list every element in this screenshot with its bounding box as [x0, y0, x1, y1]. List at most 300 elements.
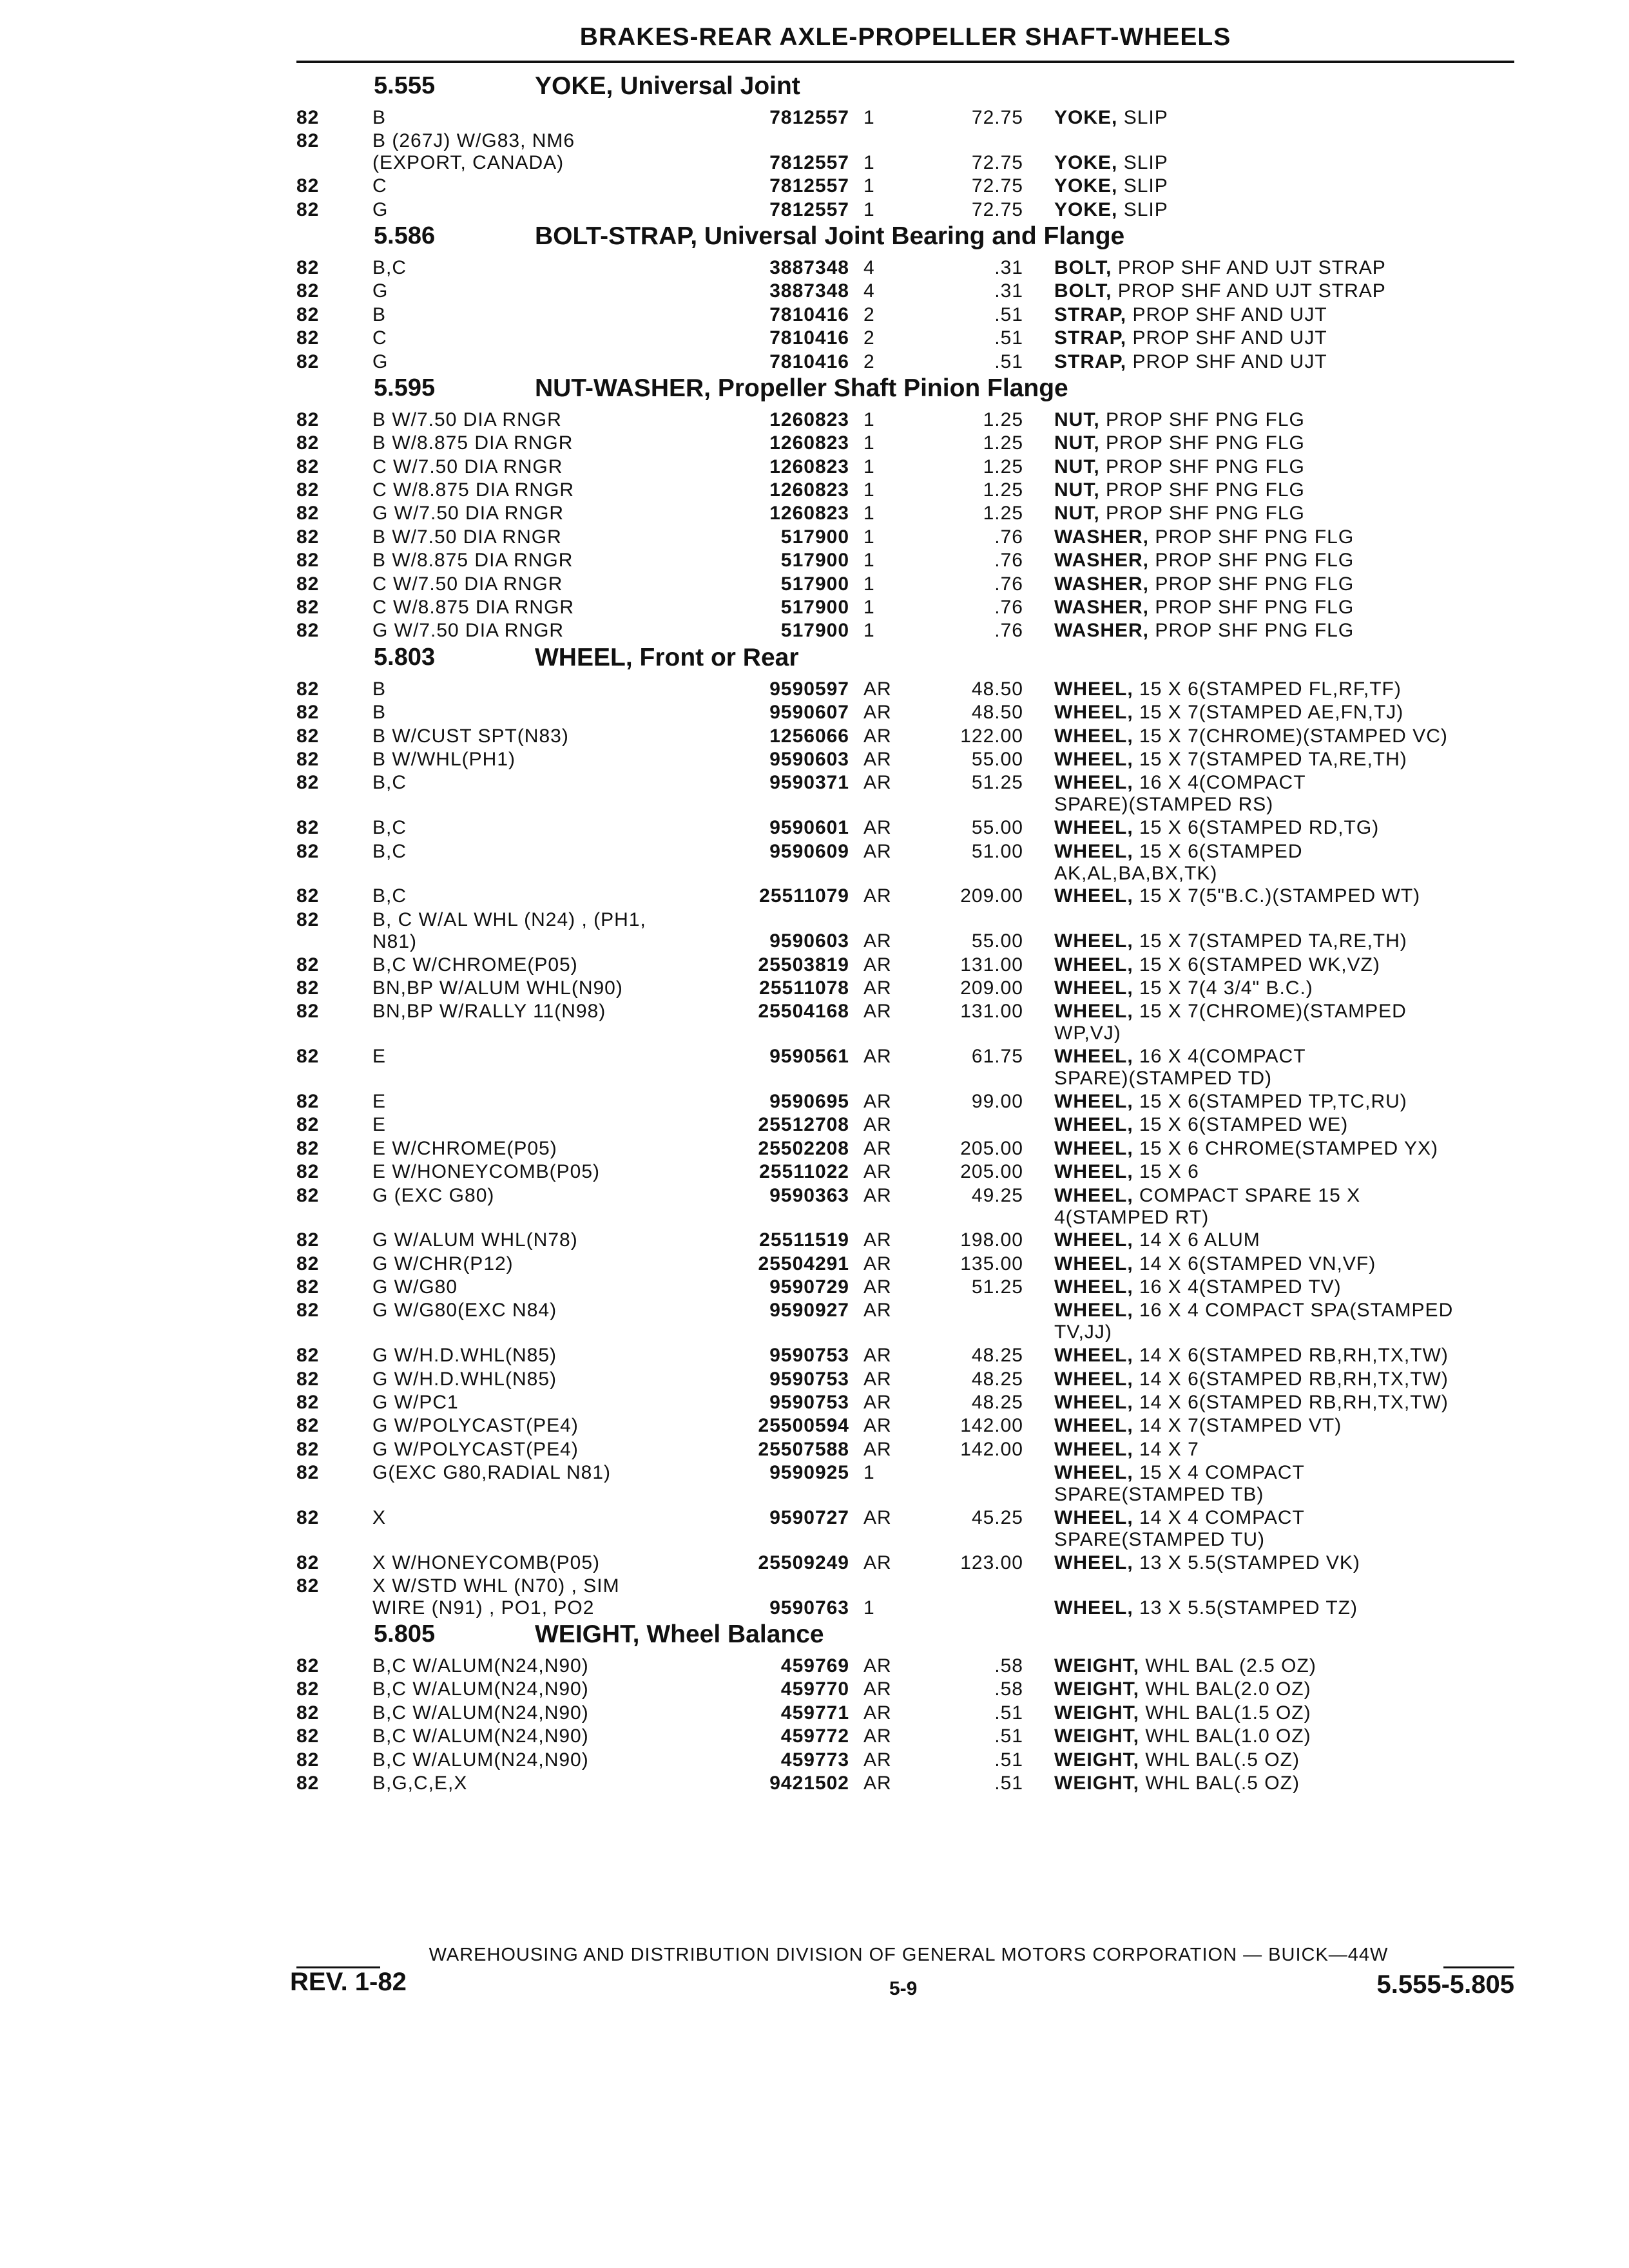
model-year: 82: [296, 1184, 320, 1206]
description-text: SLIP: [1123, 175, 1168, 197]
description-text: 16 X 4(COMPACT SPARE)(STAMPED TD): [1054, 1046, 1306, 1090]
description-keyword: YOKE,: [1054, 107, 1118, 128]
list-price: .76: [994, 550, 1023, 572]
part-row: [0, 257, 1629, 280]
description-text: WHL BAL(.5 OZ): [1145, 1772, 1300, 1794]
quantity: AR: [863, 1772, 892, 1794]
part-row: [0, 749, 1629, 772]
section-range: 5.555-5.805: [1376, 1970, 1514, 1999]
part-row: [0, 432, 1629, 456]
model-year: 82: [296, 1229, 320, 1251]
part-row: [0, 130, 1629, 175]
model-year: 82: [296, 1368, 320, 1390]
part-description: [1054, 1507, 1518, 1551]
model-year: 82: [296, 198, 320, 220]
application: B W/WHL(PH1): [372, 749, 516, 770]
list-price: 209.00: [960, 885, 1023, 907]
description-text: PROP SHF AND UJT: [1132, 327, 1327, 349]
model-year: 82: [296, 479, 320, 501]
quantity: AR: [863, 1552, 892, 1573]
part-description: [1054, 503, 1518, 524]
part-number: 7810416: [769, 303, 849, 325]
list-price: 72.75: [971, 151, 1023, 173]
description-text: 16 X 4 COMPACT SPA(STAMPED TV,JJ): [1054, 1300, 1454, 1343]
model-year: 82: [296, 908, 320, 930]
description-text: PROP SHF AND UJT: [1132, 303, 1327, 325]
description-text: PROP SHF AND UJT: [1132, 351, 1327, 372]
description-keyword: WHEEL,: [1054, 1114, 1133, 1136]
description-text: 14 X 7: [1139, 1438, 1199, 1460]
description-text: PROP SHF PNG FLG: [1155, 620, 1354, 642]
quantity: AR: [863, 885, 892, 907]
part-row: [0, 1253, 1629, 1276]
part-row: [0, 1138, 1629, 1161]
application: X W/HONEYCOMB(P05): [372, 1552, 601, 1573]
description-keyword: WHEEL,: [1054, 1415, 1133, 1437]
section-number: 5.803: [374, 643, 436, 671]
section-header: [0, 374, 1629, 409]
description-keyword: WASHER,: [1054, 620, 1150, 642]
model-year: 82: [296, 1090, 320, 1112]
part-row: [0, 597, 1629, 620]
model-year: 82: [296, 1575, 320, 1597]
model-year: 82: [296, 749, 320, 770]
model-year: 82: [296, 280, 320, 302]
part-description: [1054, 954, 1518, 976]
section-header: [0, 72, 1629, 107]
model-year: 82: [296, 550, 320, 572]
part-number: 517900: [780, 620, 849, 642]
description-text: 15 X 6(STAMPED RD,TG): [1139, 817, 1380, 839]
part-number: 25511022: [759, 1161, 849, 1183]
model-year: 82: [296, 1725, 320, 1747]
application: G (EXC G80): [372, 1184, 495, 1206]
application: C W/8.875 DIA RNGR: [372, 479, 575, 501]
description-keyword: NUT,: [1054, 456, 1100, 477]
model-year: 82: [296, 432, 320, 454]
model-year: 82: [296, 1137, 320, 1159]
quantity: 1: [863, 526, 875, 548]
part-number: 459771: [780, 1702, 849, 1724]
list-price: 131.00: [960, 954, 1023, 975]
part-number: 1260823: [769, 503, 849, 524]
description-keyword: WHEEL,: [1054, 1300, 1133, 1321]
quantity: AR: [863, 1300, 892, 1321]
list-price: 61.75: [971, 1046, 1023, 1068]
part-row: [0, 1462, 1629, 1507]
model-year: 82: [296, 1253, 320, 1274]
model-year: 82: [296, 503, 320, 524]
quantity: AR: [863, 1090, 892, 1112]
quantity: 1: [863, 1597, 875, 1619]
part-description: [1054, 817, 1518, 839]
part-description: [1054, 327, 1518, 349]
description-keyword: WHEEL,: [1054, 725, 1133, 747]
application: B (267J) W/G83, NM6 (EXPORT, CANADA): [372, 130, 575, 174]
part-description: [1054, 1773, 1518, 1794]
part-row: [0, 1046, 1629, 1091]
description-keyword: BOLT,: [1054, 256, 1112, 278]
list-price: .58: [994, 1655, 1023, 1677]
part-number: 25512708: [758, 1114, 849, 1136]
list-price: 1.25: [983, 432, 1023, 454]
part-number: 7812557: [769, 107, 849, 128]
description-keyword: WEIGHT,: [1054, 1725, 1139, 1747]
part-number: 9590371: [769, 772, 849, 794]
part-number: 3887348: [769, 256, 849, 278]
description-text: WHL BAL(2.0 OZ): [1145, 1678, 1311, 1700]
list-price: 48.25: [971, 1345, 1023, 1367]
list-price: 122.00: [960, 725, 1023, 747]
part-description: [1054, 1229, 1518, 1251]
model-year: 82: [296, 130, 320, 152]
description-keyword: WHEEL,: [1054, 1368, 1133, 1390]
list-price: 72.75: [971, 175, 1023, 197]
description-text: 15 X 7(CHROME)(STAMPED VC): [1139, 725, 1448, 747]
section-number: 5.805: [374, 1620, 436, 1648]
part-row: [0, 726, 1629, 749]
part-number: 25511079: [759, 885, 849, 907]
application: C W/8.875 DIA RNGR: [372, 597, 575, 619]
part-row: [0, 526, 1629, 550]
description-keyword: WEIGHT,: [1054, 1749, 1139, 1771]
list-price: 48.50: [971, 678, 1023, 700]
description-text: 16 X 4(COMPACT SPARE)(STAMPED RS): [1054, 772, 1306, 816]
part-number: 9590927: [769, 1300, 849, 1321]
list-price: 1.25: [983, 408, 1023, 430]
part-number: 25507588: [758, 1438, 849, 1460]
part-number: 9590601: [769, 817, 849, 839]
list-price: .76: [994, 573, 1023, 595]
description-text: PROP SHF AND UJT STRAP: [1117, 256, 1386, 278]
part-number: 1260823: [769, 432, 849, 454]
part-row: [0, 1392, 1629, 1415]
quantity: AR: [863, 1702, 892, 1724]
part-description: [1054, 573, 1518, 595]
description-text: 14 X 6(STAMPED RB,RH,TX,TW): [1139, 1345, 1449, 1367]
parts-catalog: [0, 72, 1629, 1796]
part-row: [0, 409, 1629, 432]
part-row: [0, 1276, 1629, 1300]
description-text: PROP SHF PNG FLG: [1155, 597, 1354, 619]
quantity: 4: [863, 256, 875, 278]
quantity: 1: [863, 503, 875, 524]
quantity: AR: [863, 1046, 892, 1068]
quantity: AR: [863, 702, 892, 724]
application: G: [372, 351, 389, 372]
application: G W/H.D.WHL(N85): [372, 1368, 557, 1390]
model-year: 82: [296, 456, 320, 477]
part-description: [1054, 726, 1518, 747]
description-keyword: WHEEL,: [1054, 678, 1133, 700]
quantity: 1: [863, 620, 875, 642]
description-text: WHL BAL(1.0 OZ): [1145, 1725, 1311, 1747]
list-price: .58: [994, 1678, 1023, 1700]
part-number: 9590695: [769, 1090, 849, 1112]
part-row: [0, 1655, 1629, 1678]
list-price: .51: [994, 1702, 1023, 1724]
quantity: AR: [863, 1415, 892, 1437]
part-description: [1054, 1678, 1518, 1700]
part-description: [1054, 841, 1518, 885]
application: BN,BP W/ALUM WHL(N90): [372, 977, 623, 999]
part-row: [0, 1001, 1629, 1046]
model-year: 82: [296, 1046, 320, 1068]
model-year: 82: [296, 1438, 320, 1460]
quantity: AR: [863, 1253, 892, 1274]
part-number: 9590925: [769, 1462, 849, 1484]
application: X: [372, 1507, 387, 1529]
description-keyword: WHEEL,: [1054, 1137, 1133, 1159]
model-year: 82: [296, 1552, 320, 1573]
header-rule: [296, 61, 1514, 63]
description-keyword: WEIGHT,: [1054, 1772, 1139, 1794]
part-number: 459772: [780, 1725, 849, 1747]
part-description: [1054, 175, 1518, 197]
quantity: AR: [863, 840, 892, 862]
section-number: 5.555: [374, 72, 436, 99]
application: G W/G80: [372, 1276, 458, 1298]
part-number: 9590363: [769, 1184, 849, 1206]
model-year: 82: [296, 1772, 320, 1794]
quantity: 2: [863, 327, 875, 349]
model-year: 82: [296, 725, 320, 747]
description-text: COMPACT SPARE 15 X 4(STAMPED RT): [1054, 1184, 1361, 1228]
application: B W/8.875 DIA RNGR: [372, 550, 574, 572]
list-price: .51: [994, 1749, 1023, 1771]
description-keyword: WHEEL,: [1054, 1090, 1133, 1112]
description-keyword: WHEEL,: [1054, 817, 1133, 839]
model-year: 82: [296, 1749, 320, 1771]
list-price: .51: [994, 1772, 1023, 1794]
description-keyword: WHEEL,: [1054, 840, 1133, 862]
model-year: 82: [296, 175, 320, 197]
part-row: [0, 702, 1629, 725]
part-number: 9590729: [769, 1276, 849, 1298]
list-price: 1.25: [983, 479, 1023, 501]
model-year: 82: [296, 1462, 320, 1484]
quantity: AR: [863, 1184, 892, 1206]
description-text: 15 X 6(STAMPED FL,RF,TF): [1139, 678, 1402, 700]
application: G W/ALUM WHL(N78): [372, 1229, 578, 1251]
application: G W/7.50 DIA RNGR: [372, 620, 564, 642]
part-description: [1054, 1185, 1518, 1229]
list-price: .76: [994, 526, 1023, 548]
section-number: 5.595: [374, 374, 436, 401]
application: X W/STD WHL (N70) , SIM WIRE (N91) , PO1, PO2: [372, 1575, 620, 1619]
part-number: 3887348: [769, 280, 849, 302]
part-row: [0, 1114, 1629, 1137]
part-description: [1054, 1161, 1518, 1183]
description-keyword: WHEEL,: [1054, 1184, 1133, 1206]
model-year: 82: [296, 1114, 320, 1136]
quantity: 1: [863, 573, 875, 595]
list-price: 205.00: [960, 1161, 1023, 1183]
description-keyword: WHEEL,: [1054, 885, 1133, 907]
section-title: NUT-WASHER, Propeller Shaft Pinion Flange: [535, 374, 1068, 402]
description-text: PROP SHF PNG FLG: [1155, 526, 1354, 548]
list-price: 135.00: [960, 1253, 1023, 1274]
quantity: 1: [863, 550, 875, 572]
part-number: 1256066: [769, 725, 849, 747]
list-price: 51.00: [971, 840, 1023, 862]
part-number: 7812557: [769, 151, 849, 173]
quantity: 1: [863, 432, 875, 454]
description-keyword: WHEEL,: [1054, 772, 1133, 794]
model-year: 82: [296, 678, 320, 700]
part-number: 25500594: [758, 1415, 849, 1437]
part-number: 9590561: [769, 1046, 849, 1068]
description-keyword: WHEEL,: [1054, 1161, 1133, 1183]
section-title: BOLT-STRAP, Universal Joint Bearing and Flange: [535, 222, 1125, 250]
part-number: 9590753: [769, 1392, 849, 1414]
model-year: 82: [296, 597, 320, 619]
quantity: 2: [863, 303, 875, 325]
description-keyword: WHEEL,: [1054, 1438, 1133, 1460]
description-text: 15 X 7(5"B.C.)(STAMPED WT): [1139, 885, 1421, 907]
description-text: 14 X 6 ALUM: [1139, 1229, 1260, 1251]
description-text: PROP SHF PNG FLG: [1106, 456, 1305, 477]
list-price: 51.25: [971, 772, 1023, 794]
application: B,C W/ALUM(N24,N90): [372, 1702, 589, 1724]
quantity: AR: [863, 1392, 892, 1414]
list-price: .51: [994, 303, 1023, 325]
quantity: AR: [863, 1438, 892, 1460]
description-text: SLIP: [1123, 198, 1168, 220]
application: B W/8.875 DIA RNGR: [372, 432, 574, 454]
quantity: AR: [863, 817, 892, 839]
list-price: 48.50: [971, 702, 1023, 724]
application: B: [372, 107, 387, 128]
description-keyword: WHEEL,: [1054, 1229, 1133, 1251]
description-keyword: WHEEL,: [1054, 930, 1133, 952]
part-description: [1054, 1046, 1518, 1090]
description-keyword: NUT,: [1054, 432, 1100, 454]
part-description: [1054, 749, 1518, 771]
description-keyword: WASHER,: [1054, 526, 1150, 548]
part-row: [0, 1439, 1629, 1462]
list-price: 205.00: [960, 1137, 1023, 1159]
description-keyword: WASHER,: [1054, 597, 1150, 619]
description-text: 14 X 7(STAMPED VT): [1139, 1415, 1342, 1437]
description-keyword: WEIGHT,: [1054, 1678, 1139, 1700]
application: G W/CHR(P12): [372, 1253, 514, 1274]
quantity: AR: [863, 1114, 892, 1136]
part-row: [0, 1161, 1629, 1184]
page-number: 5-9: [889, 1978, 918, 1999]
part-number: 25503819: [758, 954, 849, 975]
model-year: 82: [296, 526, 320, 548]
quantity: AR: [863, 1137, 892, 1159]
application: B,G,C,E,X: [372, 1772, 468, 1794]
part-row: [0, 175, 1629, 198]
model-year: 82: [296, 107, 320, 128]
section-title: YOKE, Universal Joint: [535, 72, 800, 100]
part-number: 9590753: [769, 1368, 849, 1390]
part-row: [0, 280, 1629, 303]
quantity: AR: [863, 1749, 892, 1771]
description-keyword: YOKE,: [1054, 198, 1118, 220]
part-description: [1054, 304, 1518, 326]
list-price: 209.00: [960, 977, 1023, 999]
quantity: AR: [863, 1655, 892, 1677]
description-keyword: WHEEL,: [1054, 1462, 1133, 1484]
list-price: 72.75: [971, 198, 1023, 220]
description-keyword: NUT,: [1054, 479, 1100, 501]
part-description: [1054, 351, 1518, 373]
application: E: [372, 1090, 387, 1112]
description-keyword: WHEEL,: [1054, 1552, 1133, 1573]
description-text: PROP SHF PNG FLG: [1155, 550, 1354, 572]
application: E: [372, 1046, 387, 1068]
description-keyword: WHEEL,: [1054, 954, 1133, 975]
part-description: [1054, 152, 1518, 174]
model-year: 82: [296, 1507, 320, 1529]
part-number: 517900: [780, 526, 849, 548]
part-number: 25511078: [759, 977, 849, 999]
application: G: [372, 280, 389, 302]
quantity: AR: [863, 749, 892, 770]
part-description: [1054, 678, 1518, 700]
part-row: [0, 1678, 1629, 1702]
quantity: AR: [863, 1161, 892, 1183]
list-price: 131.00: [960, 1001, 1023, 1023]
model-year: 82: [296, 1392, 320, 1414]
part-description: [1054, 1001, 1518, 1044]
part-description: [1054, 456, 1518, 478]
description-text: WHL BAL(.5 OZ): [1145, 1749, 1300, 1771]
description-text: 15 X 6(STAMPED AK,AL,BA,BX,TK): [1054, 840, 1303, 884]
description-text: 15 X 4 COMPACT SPARE(STAMPED TB): [1054, 1462, 1305, 1506]
part-row: [0, 841, 1629, 886]
description-keyword: WHEEL,: [1054, 1345, 1133, 1367]
page-footer: [290, 1942, 1514, 2013]
part-number: 25504291: [758, 1253, 849, 1274]
description-text: WHL BAL (2.5 OZ): [1145, 1655, 1316, 1677]
description-keyword: WHEEL,: [1054, 1001, 1133, 1023]
part-description: [1054, 885, 1518, 907]
model-year: 82: [296, 885, 320, 907]
part-description: [1054, 1253, 1518, 1275]
list-price: 55.00: [971, 749, 1023, 770]
description-text: 15 X 7(STAMPED AE,FN,TJ): [1139, 702, 1404, 724]
description-keyword: WEIGHT,: [1054, 1702, 1139, 1724]
application: B W/7.50 DIA RNGR: [372, 408, 562, 430]
quantity: AR: [863, 930, 892, 952]
application: C: [372, 327, 387, 349]
model-year: 82: [296, 954, 320, 975]
description-text: 15 X 6(STAMPED WE): [1139, 1114, 1349, 1136]
part-description: [1054, 1345, 1518, 1367]
part-description: [1054, 1462, 1518, 1506]
quantity: AR: [863, 678, 892, 700]
part-description: [1054, 1439, 1518, 1461]
part-number: 1260823: [769, 408, 849, 430]
description-keyword: WHEEL,: [1054, 1253, 1133, 1274]
list-price: .51: [994, 1725, 1023, 1747]
quantity: AR: [863, 977, 892, 999]
quantity: AR: [863, 954, 892, 975]
part-row: [0, 772, 1629, 817]
list-price: 48.25: [971, 1392, 1023, 1414]
description-keyword: STRAP,: [1054, 303, 1127, 325]
model-year: 82: [296, 351, 320, 372]
list-price: .76: [994, 620, 1023, 642]
description-text: PROP SHF PNG FLG: [1106, 479, 1305, 501]
quantity: 1: [863, 479, 875, 501]
application: B W/7.50 DIA RNGR: [372, 526, 562, 548]
quantity: 1: [863, 175, 875, 197]
